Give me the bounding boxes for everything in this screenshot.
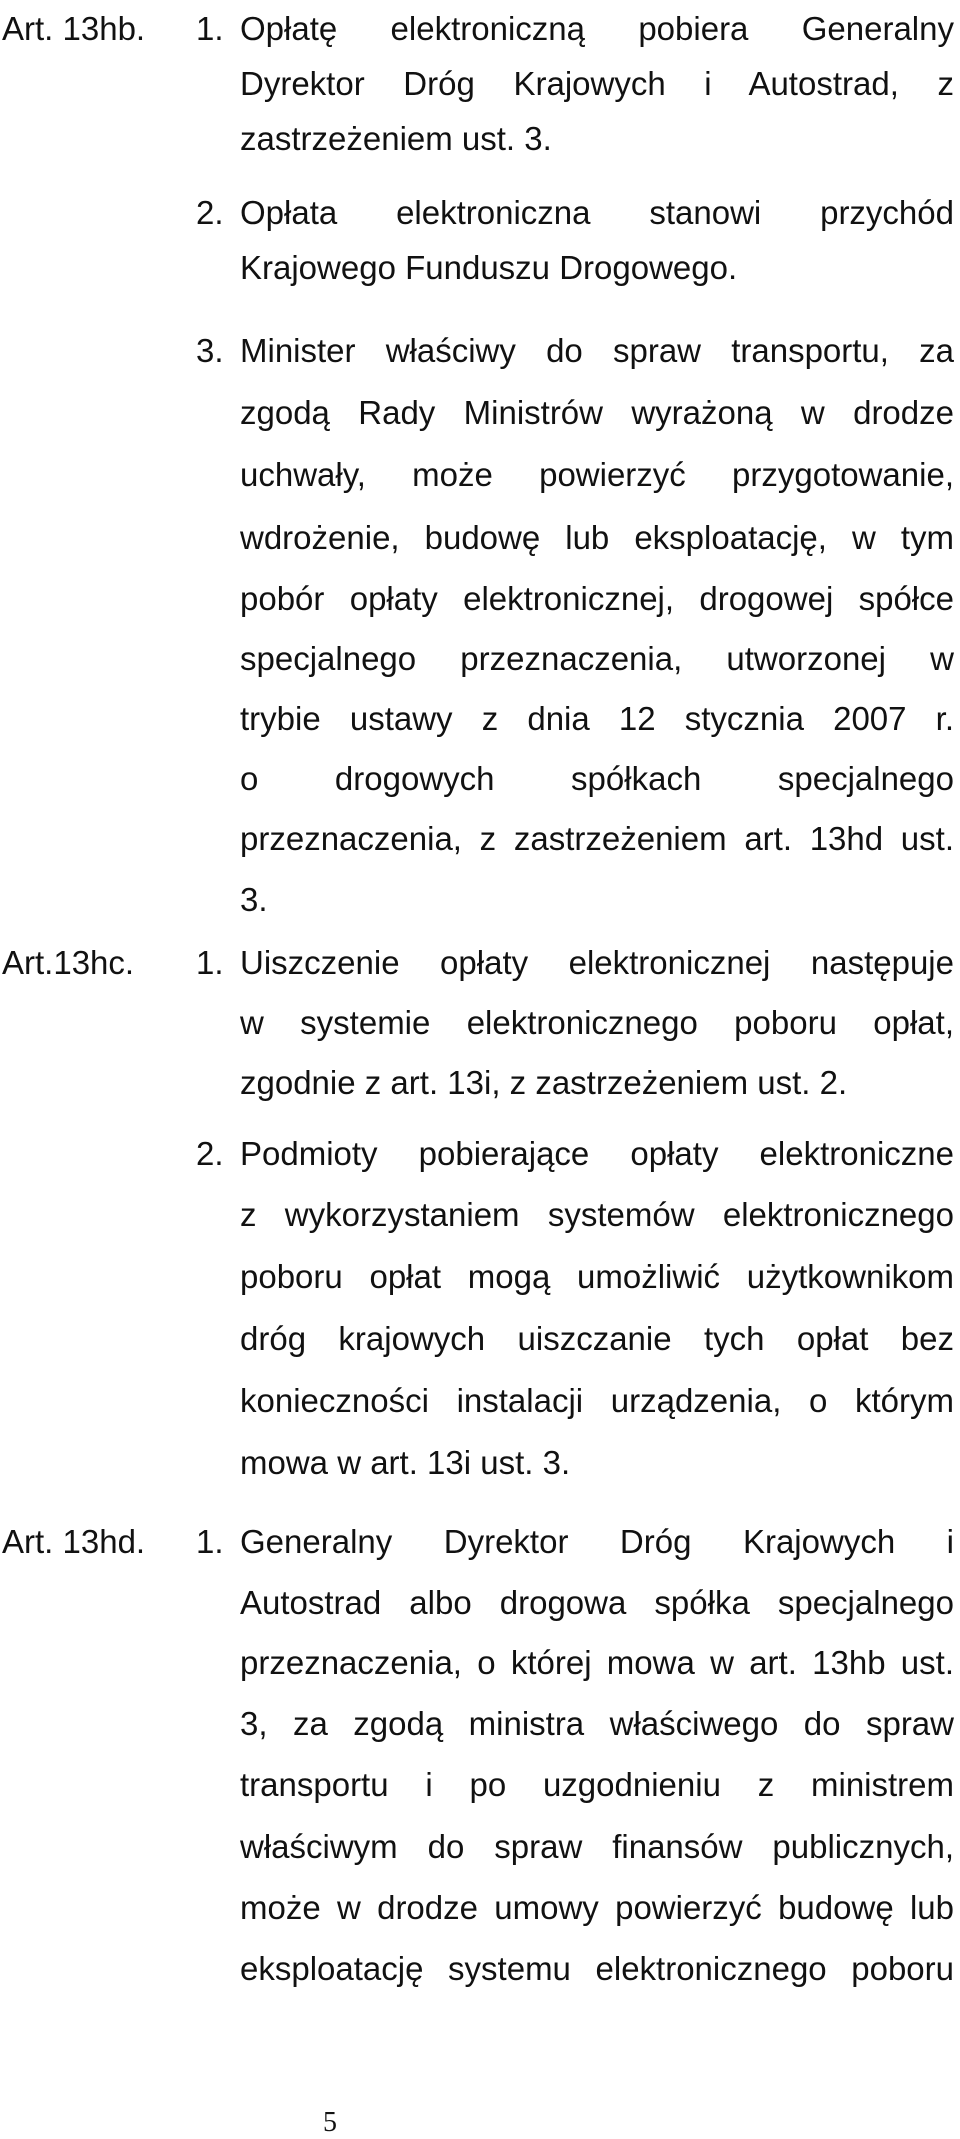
paragraph-number: 2. [196, 1135, 224, 1172]
paragraph-line: poboru opłat mogą umożliwić użytkownikom [240, 1258, 954, 1295]
paragraph-line: 3. [240, 881, 268, 918]
paragraph-line: transportu i po uzgodnieniu z ministrem [240, 1766, 954, 1803]
paragraph-line: dróg krajowych uiszczanie tych opłat bez [240, 1320, 954, 1357]
paragraph-line: o drogowych spółkach specjalnego [240, 760, 954, 797]
paragraph-line: Opłatę elektroniczną pobiera Generalny [240, 10, 954, 47]
paragraph-line: Uiszczenie opłaty elektronicznej następuje [240, 944, 954, 981]
paragraph-line: Minister właściwy do spraw transportu, za [240, 332, 954, 369]
paragraph-line: trybie ustawy z dnia 12 stycznia 2007 r. [240, 700, 954, 737]
paragraph-line: właściwym do spraw finansów publicznych, [240, 1828, 954, 1865]
article-label-13hd: Art. 13hd. [2, 1523, 146, 1560]
page-number: 5 [323, 2107, 337, 2138]
paragraph-line: mowa w art. 13i ust. 3. [240, 1444, 571, 1481]
article-label-13hc: Art.13hc. [2, 944, 135, 981]
paragraph-line: Krajowego Funduszu Drogowego. [240, 249, 738, 286]
paragraph-line: konieczności instalacji urządzenia, o którym [240, 1382, 954, 1419]
paragraph-line: zgodą Rady Ministrów wyrażoną w drodze [240, 394, 954, 431]
paragraph-number: 1. [196, 1523, 224, 1560]
paragraph-line: Autostrad albo drogowa spółka specjalnego [240, 1584, 954, 1621]
paragraph-number: 3. [196, 332, 224, 369]
paragraph-line: wdrożenie, budowę lub eksploatację, w tym [240, 519, 954, 556]
paragraph-line: może w drodze umowy powierzyć budowę lub [240, 1889, 954, 1926]
paragraph-line: przeznaczenia, z zastrzeżeniem art. 13hd ust. [240, 820, 954, 857]
paragraph-line: z wykorzystaniem systemów elektronicznego [240, 1196, 954, 1233]
paragraph-line: 3, za zgodą ministra właściwego do spraw [240, 1705, 954, 1742]
paragraph-number: 1. [196, 10, 224, 47]
paragraph-line: Dyrektor Dróg Krajowych i Autostrad, z [240, 65, 954, 102]
article-label-13hb: Art. 13hb. [2, 10, 146, 47]
paragraph-line: zastrzeżeniem ust. 3. [240, 120, 552, 157]
paragraph-line: zgodnie z art. 13i, z zastrzeżeniem ust. 2. [240, 1064, 848, 1101]
paragraph-line: uchwały, może powierzyć przygotowanie, [240, 456, 954, 493]
paragraph-number: 2. [196, 194, 224, 231]
paragraph-line: w systemie elektronicznego poboru opłat, [240, 1004, 954, 1041]
paragraph-number: 1. [196, 944, 224, 981]
paragraph-line: pobór opłaty elektronicznej, drogowej spółce [240, 580, 954, 617]
paragraph-line: Opłata elektroniczna stanowi przychód [240, 194, 954, 231]
paragraph-line: eksploatację systemu elektronicznego poboru [240, 1950, 954, 1987]
paragraph-line: specjalnego przeznaczenia, utworzonej w [240, 640, 954, 677]
paragraph-line: Generalny Dyrektor Dróg Krajowych i [240, 1523, 954, 1560]
paragraph-line: przeznaczenia, o której mowa w art. 13hb ust. [240, 1644, 954, 1681]
paragraph-line: Podmioty pobierające opłaty elektroniczne [240, 1135, 954, 1172]
